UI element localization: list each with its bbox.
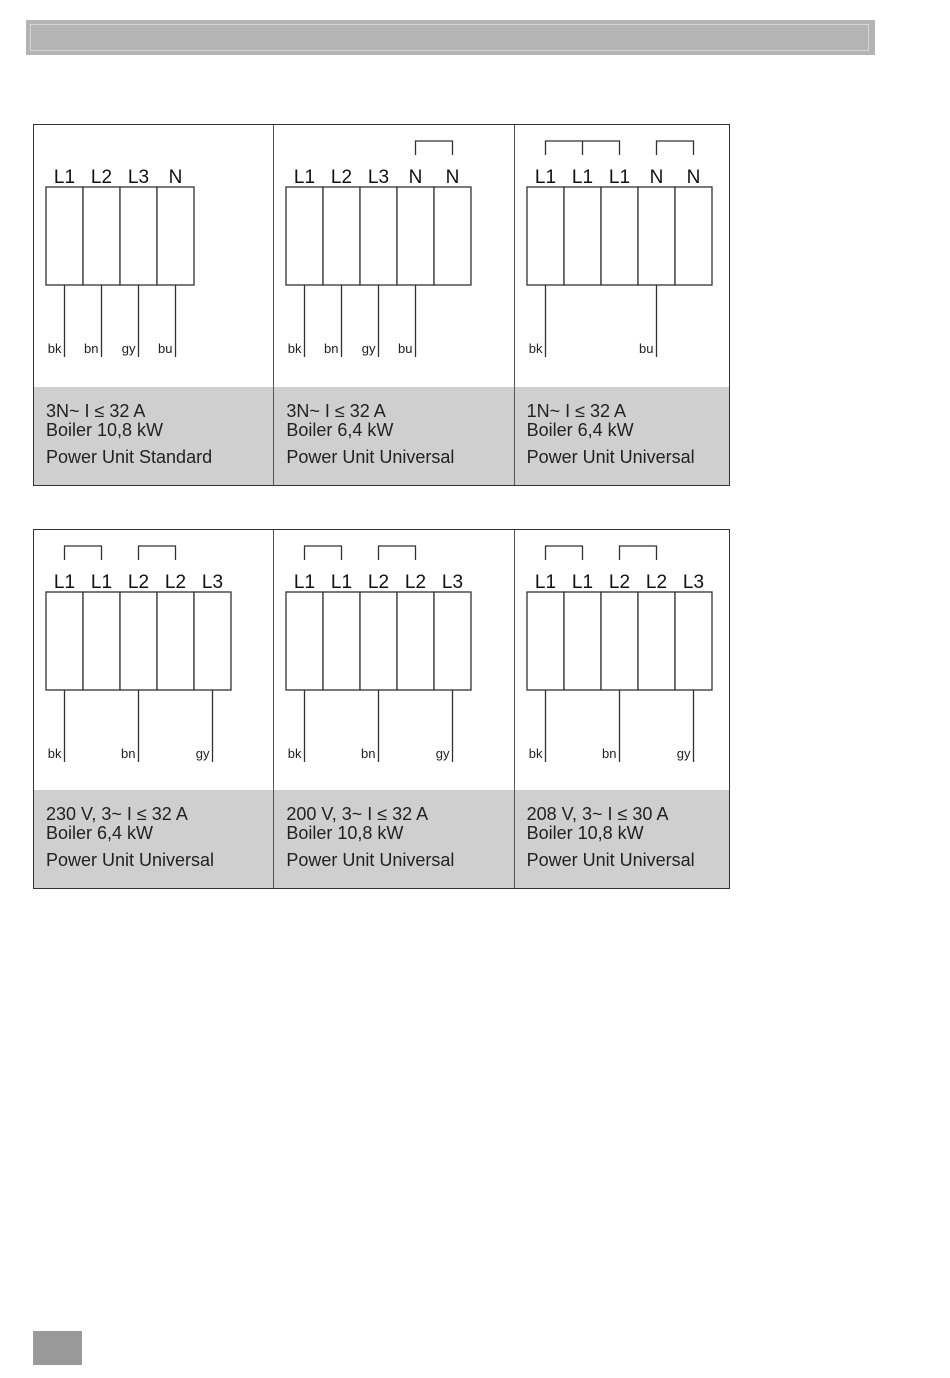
boiler-power: Boiler 10,8 kW xyxy=(46,420,164,440)
terminal-label: L2 xyxy=(368,572,390,593)
terminal-label: L3 xyxy=(201,572,224,593)
wire-color-label: bu xyxy=(398,341,413,356)
wire-color-label: bk xyxy=(528,746,543,761)
terminal-cell xyxy=(157,187,194,285)
wire-color-label: bn xyxy=(324,341,339,356)
wire-color-label: bn xyxy=(121,746,136,761)
terminal-label: L3 xyxy=(368,167,390,188)
jumper-bridge xyxy=(416,141,453,155)
terminal-label: N xyxy=(408,167,423,188)
wire-color-label: bk xyxy=(47,341,62,356)
wiring-panel xyxy=(273,530,513,888)
terminal-cell xyxy=(360,592,397,690)
wire-color-label: bk xyxy=(528,341,543,356)
terminal-cell xyxy=(83,187,120,285)
terminal-cell xyxy=(83,592,120,690)
terminal-label: L1 xyxy=(294,572,316,593)
terminal-cell xyxy=(397,187,434,285)
wiring-row-top xyxy=(33,124,730,486)
terminal-label: L3 xyxy=(127,167,150,188)
wire-color-label: gy xyxy=(362,341,376,356)
jumper-bridge xyxy=(656,141,693,155)
wire-color-label: bu xyxy=(158,341,173,356)
terminal-cell xyxy=(564,592,601,690)
terminal-cell xyxy=(675,592,712,690)
spec-box xyxy=(34,387,273,485)
spec-box xyxy=(274,387,513,485)
terminal-label: L1 xyxy=(53,167,76,188)
terminal-label: N xyxy=(168,167,183,188)
terminal-label: L3 xyxy=(682,572,704,593)
supply-spec: 230 V, 3~ I ≤ 32 A xyxy=(46,804,188,824)
terminal-label: L1 xyxy=(90,572,113,593)
terminal-cell xyxy=(120,187,157,285)
wire-color-label: bn xyxy=(84,341,99,356)
terminal-label: L2 xyxy=(608,572,630,593)
wiring-row-bottom xyxy=(33,529,730,889)
terminal-cell xyxy=(46,592,83,690)
terminal-diagram xyxy=(274,530,514,792)
terminal-cell xyxy=(434,592,471,690)
wire-color-label: gy xyxy=(676,746,691,761)
power-unit-name: Power Unit Universal xyxy=(526,447,695,467)
supply-spec: 3N~ I ≤ 32 A xyxy=(286,401,386,421)
wiring-panel xyxy=(514,125,729,485)
terminal-label: L1 xyxy=(534,167,556,188)
jumper-bridge xyxy=(379,546,416,560)
wire-color-label: bn xyxy=(601,746,617,761)
jumper-bridge xyxy=(139,546,176,560)
jumper-bridge xyxy=(65,546,102,560)
terminal-cell xyxy=(157,592,194,690)
wire-color-label: bk xyxy=(288,341,302,356)
power-unit-name: Power Unit Universal xyxy=(526,850,695,870)
terminal-cell xyxy=(120,592,157,690)
wiring-panel xyxy=(34,530,273,888)
terminal-cell xyxy=(286,592,323,690)
terminal-diagram xyxy=(34,125,274,387)
terminal-cell xyxy=(564,187,601,285)
terminal-label: N xyxy=(686,167,700,188)
wire-color-label: gy xyxy=(121,341,136,356)
terminal-label: L2 xyxy=(331,167,353,188)
terminal-cell xyxy=(527,592,564,690)
terminal-label: N xyxy=(649,167,663,188)
spec-box xyxy=(274,790,513,888)
terminal-cell xyxy=(527,187,564,285)
spec-box xyxy=(34,790,273,888)
boiler-power: Boiler 6,4 kW xyxy=(46,823,154,843)
terminal-cell xyxy=(323,592,360,690)
terminal-label: L1 xyxy=(53,572,76,593)
supply-spec: 3N~ I ≤ 32 A xyxy=(46,401,146,421)
spec-box xyxy=(515,790,729,888)
terminal-cell xyxy=(46,187,83,285)
terminal-diagram xyxy=(274,125,514,387)
terminal-label: L2 xyxy=(127,572,150,593)
terminal-diagram xyxy=(515,125,755,387)
terminal-cell xyxy=(286,187,323,285)
terminal-diagram xyxy=(515,530,755,792)
power-unit-name: Power Unit Universal xyxy=(286,850,455,870)
terminal-cell xyxy=(434,187,471,285)
supply-spec: 200 V, 3~ I ≤ 32 A xyxy=(286,804,429,824)
terminal-label: L3 xyxy=(442,572,464,593)
terminal-cell xyxy=(601,187,638,285)
boiler-power: Boiler 6,4 kW xyxy=(526,420,634,440)
wire-color-label: gy xyxy=(195,746,210,761)
terminal-label: L2 xyxy=(405,572,427,593)
boiler-power: Boiler 10,8 kW xyxy=(526,823,644,843)
terminal-cell xyxy=(360,187,397,285)
terminal-cell xyxy=(194,592,231,690)
terminal-label: N xyxy=(445,167,460,188)
supply-spec: 1N~ I ≤ 32 A xyxy=(526,401,627,421)
terminal-label: L1 xyxy=(608,167,630,188)
terminal-diagram xyxy=(34,530,274,792)
terminal-cell xyxy=(323,187,360,285)
terminal-cell xyxy=(638,187,675,285)
wiring-panel xyxy=(34,125,273,485)
terminal-label: L1 xyxy=(571,572,593,593)
terminal-label: L2 xyxy=(90,167,113,188)
terminal-label: L1 xyxy=(331,572,353,593)
terminal-label: L1 xyxy=(571,167,593,188)
terminal-label: L2 xyxy=(164,572,187,593)
terminal-label: L1 xyxy=(294,167,316,188)
terminal-label: L2 xyxy=(645,572,667,593)
jumper-bridge xyxy=(545,546,582,560)
wire-color-label: bk xyxy=(47,746,62,761)
jumper-bridge xyxy=(619,546,656,560)
terminal-cell xyxy=(601,592,638,690)
power-unit-name: Power Unit Standard xyxy=(46,447,213,467)
wire-color-label: bk xyxy=(288,746,302,761)
supply-spec: 208 V, 3~ I ≤ 30 A xyxy=(526,804,669,824)
power-unit-name: Power Unit Universal xyxy=(46,850,215,870)
power-unit-name: Power Unit Universal xyxy=(286,447,455,467)
wire-color-label: gy xyxy=(436,746,450,761)
wire-color-label: bn xyxy=(361,746,376,761)
terminal-cell xyxy=(638,592,675,690)
boiler-power: Boiler 10,8 kW xyxy=(286,823,404,843)
spec-box xyxy=(515,387,729,485)
terminal-cell xyxy=(675,187,712,285)
terminal-cell xyxy=(397,592,434,690)
terminal-label: L1 xyxy=(534,572,556,593)
wiring-panel xyxy=(273,125,513,485)
jumper-bridge xyxy=(545,141,619,155)
header-bar xyxy=(26,20,875,55)
wire-color-label: bu xyxy=(638,341,654,356)
boiler-power: Boiler 6,4 kW xyxy=(286,420,394,440)
jumper-bridge xyxy=(305,546,342,560)
wiring-panel xyxy=(514,530,729,888)
page-number-box xyxy=(33,1331,82,1365)
